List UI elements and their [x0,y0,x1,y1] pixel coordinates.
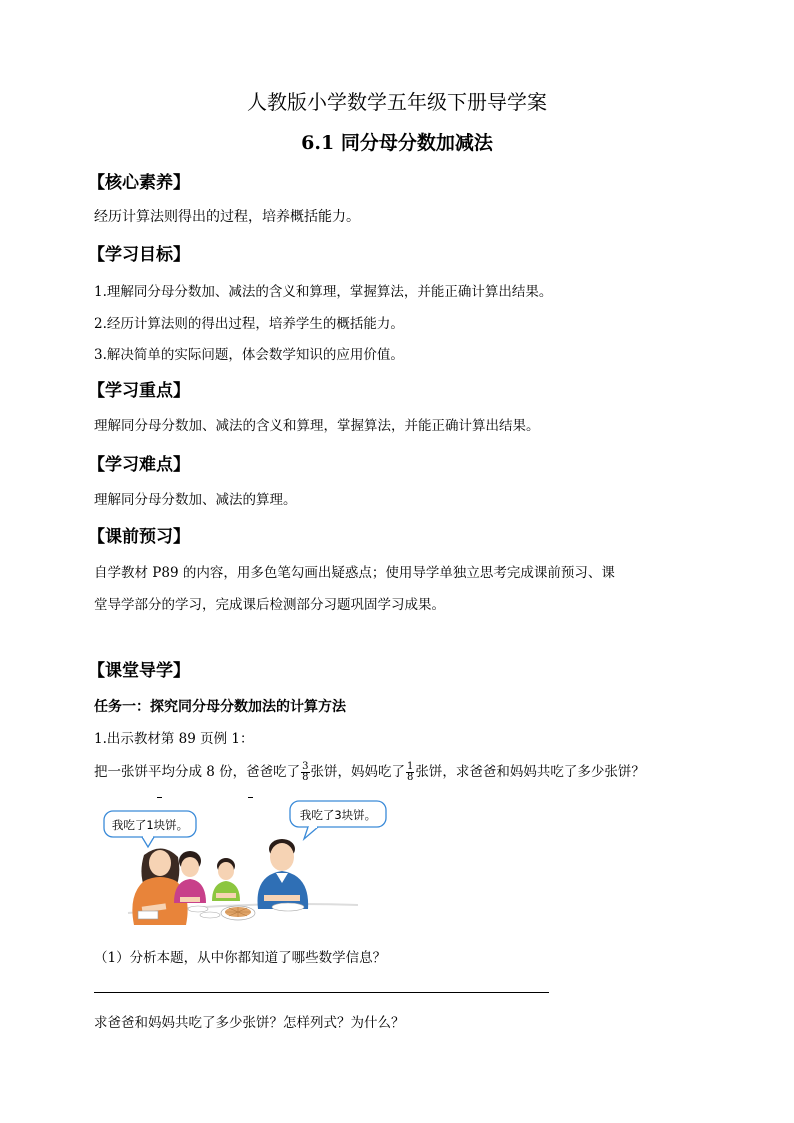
mom-speech-bubble [104,811,196,847]
preview-text-line-1: 自学教材 P89 的内容，用多色笔勾画出疑惑点；使用导学单独立思考完成课前预习、课 [94,565,615,581]
example-intro: 1.出示教材第 89 页例 1： [94,731,254,747]
key-points-text: 理解同分母分数加、减法的含义和算理，掌握算法，并能正确计算出结果。 [94,418,540,434]
core-literacy-heading: 【核心素养】 [88,173,190,193]
boy-figure [212,858,240,901]
family-illustration [98,793,398,928]
document-title: 人教版小学数学五年级下册导学案 [247,90,547,114]
core-literacy-text: 经历计算法则得出的过程，培养概括能力。 [94,209,360,225]
fraction-one-eighth: $\frac{1}{8}$ [407,761,414,783]
dad-figure [258,839,309,911]
lesson-title: 6.1 同分母分数加减法 [301,132,493,154]
learning-goal-3: 3.解决简单的实际问题，体会数学知识的应用价值。 [94,347,404,363]
problem-text-part-1: 把一张饼平均分成 8 份，爸爸吃了 [94,764,301,780]
mom-bubble-text: 我吃了1块饼。 [111,818,189,832]
dad-speech-bubble [290,801,386,839]
preview-heading: 【课前预习】 [88,527,190,547]
problem-text-part-2: 张饼，妈妈吃了 [310,764,406,780]
learning-goal-2: 2.经历计算法则的得出过程，培养学生的概括能力。 [94,316,404,332]
answer-line[interactable] [94,992,549,993]
difficulty-text: 理解同分母分数加、减法的算理。 [94,492,297,508]
pie-plate [221,906,255,920]
girl-figure [174,851,206,903]
difficulty-heading: 【学习难点】 [88,455,190,475]
learning-goals-heading: 【学习目标】 [88,245,190,265]
plate [188,906,208,912]
classroom-heading: 【课堂导学】 [88,661,190,681]
question-1: （1）分析本题，从中你都知道了哪些数学信息？ [94,950,387,966]
problem-text-part-3: 张饼，求爸爸和妈妈共吃了多少张饼？ [415,764,645,780]
preview-text-line-2: 堂导学部分的学习，完成课后检测部分习题巩固学习成果。 [94,597,445,613]
fraction-three-eighths: $\frac{3}{8}$ [302,761,309,783]
key-points-heading: 【学习重点】 [88,381,190,401]
plate [200,912,220,918]
dad-bubble-text: 我吃了3块饼。 [299,808,377,822]
learning-goal-1: 1.理解同分母分数加、减法的含义和算理，掌握算法，并能正确计算出结果。 [94,284,553,300]
question-2: 求爸爸和妈妈共吃了多少张饼？怎样列式？为什么？ [94,1015,405,1031]
task-one-title: 任务一：探究同分母分数加法的计算方法 [94,699,346,715]
example-problem [94,760,645,783]
